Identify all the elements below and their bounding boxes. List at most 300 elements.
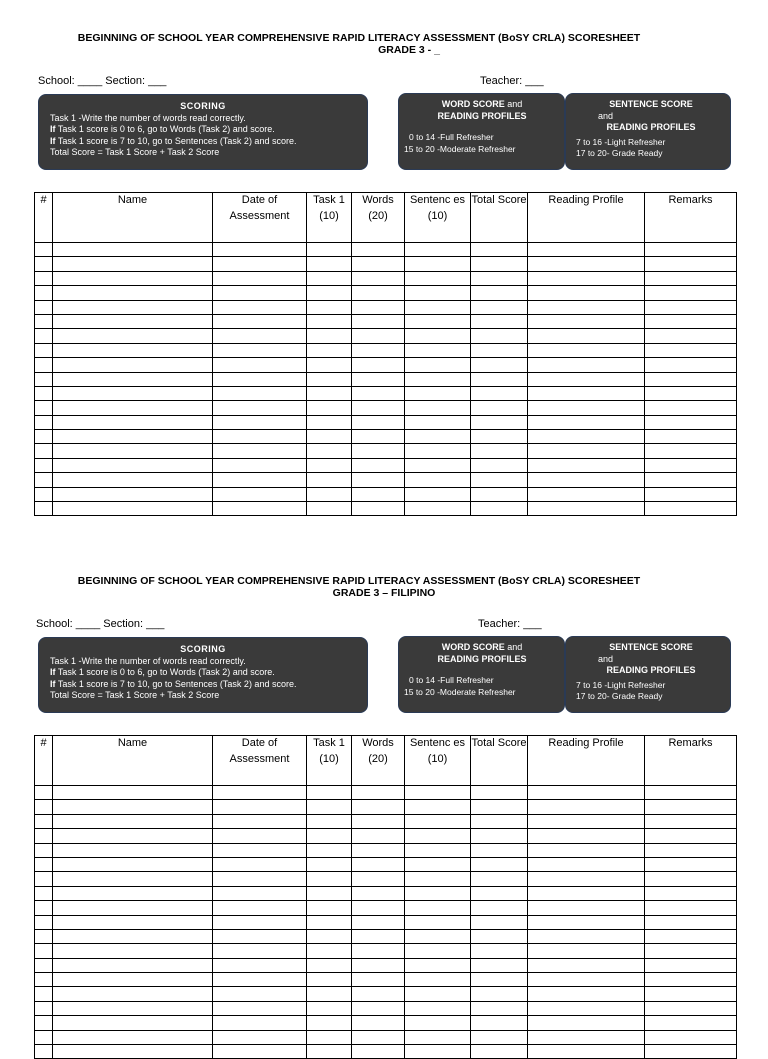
table-cell[interactable] — [471, 1030, 528, 1044]
table-cell[interactable] — [53, 814, 213, 828]
table-cell[interactable] — [352, 814, 405, 828]
table-cell[interactable] — [645, 401, 737, 415]
table-cell[interactable] — [352, 358, 405, 372]
table-cell[interactable] — [307, 944, 352, 958]
table-cell[interactable] — [307, 444, 352, 458]
table-cell[interactable] — [528, 929, 645, 943]
table-cell[interactable] — [405, 814, 471, 828]
table-cell[interactable] — [53, 973, 213, 987]
table-cell[interactable] — [528, 358, 645, 372]
table-cell[interactable] — [352, 386, 405, 400]
table-cell[interactable] — [471, 843, 528, 857]
table-cell[interactable] — [471, 415, 528, 429]
table-cell[interactable] — [528, 386, 645, 400]
table-cell[interactable] — [528, 243, 645, 257]
table-cell[interactable] — [528, 958, 645, 972]
table-cell[interactable] — [213, 915, 307, 929]
table-cell[interactable] — [53, 987, 213, 1001]
table-cell[interactable] — [53, 329, 213, 343]
table-cell[interactable] — [528, 430, 645, 444]
table-cell[interactable] — [352, 502, 405, 516]
table-cell[interactable] — [53, 944, 213, 958]
table-cell[interactable] — [645, 243, 737, 257]
table-cell[interactable] — [213, 430, 307, 444]
table-cell[interactable] — [213, 458, 307, 472]
table-cell[interactable] — [307, 786, 352, 800]
table-cell[interactable] — [53, 502, 213, 516]
table-cell[interactable] — [352, 487, 405, 501]
table-cell[interactable] — [35, 872, 53, 886]
table-cell[interactable] — [352, 415, 405, 429]
table-cell[interactable] — [307, 343, 352, 357]
table-cell[interactable] — [471, 987, 528, 1001]
table-cell[interactable] — [307, 372, 352, 386]
table-cell[interactable] — [35, 901, 53, 915]
table-cell[interactable] — [405, 1030, 471, 1044]
table-cell[interactable] — [35, 800, 53, 814]
table-cell[interactable] — [528, 786, 645, 800]
table-cell[interactable] — [53, 1016, 213, 1030]
table-cell[interactable] — [307, 487, 352, 501]
table-cell[interactable] — [213, 415, 307, 429]
table-cell[interactable] — [352, 857, 405, 871]
table-cell[interactable] — [352, 786, 405, 800]
table-cell[interactable] — [352, 929, 405, 943]
table-cell[interactable] — [35, 1045, 53, 1059]
table-cell[interactable] — [645, 314, 737, 328]
table-cell[interactable] — [213, 372, 307, 386]
table-cell[interactable] — [528, 987, 645, 1001]
table-cell[interactable] — [645, 444, 737, 458]
table-cell[interactable] — [405, 929, 471, 943]
table-cell[interactable] — [471, 473, 528, 487]
table-cell[interactable] — [405, 473, 471, 487]
table-cell[interactable] — [405, 243, 471, 257]
table-cell[interactable] — [53, 843, 213, 857]
table-cell[interactable] — [528, 829, 645, 843]
table-cell[interactable] — [405, 843, 471, 857]
table-cell[interactable] — [645, 1016, 737, 1030]
table-cell[interactable] — [53, 829, 213, 843]
table-cell[interactable] — [352, 958, 405, 972]
table-cell[interactable] — [528, 973, 645, 987]
table-cell[interactable] — [528, 286, 645, 300]
table-cell[interactable] — [213, 958, 307, 972]
table-cell[interactable] — [471, 243, 528, 257]
table-cell[interactable] — [307, 257, 352, 271]
table-cell[interactable] — [35, 915, 53, 929]
table-cell[interactable] — [352, 800, 405, 814]
table-cell[interactable] — [471, 829, 528, 843]
table-cell[interactable] — [645, 473, 737, 487]
table-cell[interactable] — [645, 800, 737, 814]
table-cell[interactable] — [471, 800, 528, 814]
table-cell[interactable] — [471, 300, 528, 314]
table-cell[interactable] — [307, 857, 352, 871]
table-cell[interactable] — [53, 901, 213, 915]
table-cell[interactable] — [405, 300, 471, 314]
table-cell[interactable] — [352, 257, 405, 271]
table-cell[interactable] — [645, 886, 737, 900]
table-cell[interactable] — [471, 915, 528, 929]
table-cell[interactable] — [405, 458, 471, 472]
table-cell[interactable] — [405, 987, 471, 1001]
table-cell[interactable] — [53, 372, 213, 386]
table-cell[interactable] — [307, 314, 352, 328]
table-cell[interactable] — [53, 487, 213, 501]
table-cell[interactable] — [53, 1030, 213, 1044]
table-cell[interactable] — [53, 430, 213, 444]
table-cell[interactable] — [213, 901, 307, 915]
table-cell[interactable] — [471, 358, 528, 372]
table-cell[interactable] — [471, 973, 528, 987]
table-cell[interactable] — [213, 814, 307, 828]
table-cell[interactable] — [352, 872, 405, 886]
table-cell[interactable] — [471, 458, 528, 472]
table-cell[interactable] — [405, 857, 471, 871]
table-cell[interactable] — [471, 929, 528, 943]
table-cell[interactable] — [528, 857, 645, 871]
table-cell[interactable] — [213, 786, 307, 800]
table-cell[interactable] — [35, 987, 53, 1001]
table-cell[interactable] — [213, 800, 307, 814]
table-cell[interactable] — [645, 358, 737, 372]
table-cell[interactable] — [528, 444, 645, 458]
table-cell[interactable] — [405, 1016, 471, 1030]
table-cell[interactable] — [405, 901, 471, 915]
table-cell[interactable] — [645, 915, 737, 929]
table-cell[interactable] — [405, 444, 471, 458]
table-cell[interactable] — [471, 958, 528, 972]
table-cell[interactable] — [35, 786, 53, 800]
table-cell[interactable] — [528, 872, 645, 886]
table-cell[interactable] — [307, 1016, 352, 1030]
table-cell[interactable] — [405, 314, 471, 328]
table-cell[interactable] — [645, 786, 737, 800]
table-cell[interactable] — [53, 915, 213, 929]
table-cell[interactable] — [35, 973, 53, 987]
table-cell[interactable] — [471, 814, 528, 828]
table-cell[interactable] — [307, 843, 352, 857]
table-cell[interactable] — [352, 987, 405, 1001]
table-cell[interactable] — [528, 343, 645, 357]
table-cell[interactable] — [405, 886, 471, 900]
table-cell[interactable] — [405, 829, 471, 843]
table-cell[interactable] — [53, 243, 213, 257]
table-cell[interactable] — [528, 300, 645, 314]
table-cell[interactable] — [528, 915, 645, 929]
table-cell[interactable] — [307, 929, 352, 943]
table-cell[interactable] — [405, 944, 471, 958]
table-cell[interactable] — [307, 415, 352, 429]
table-cell[interactable] — [307, 886, 352, 900]
table-cell[interactable] — [645, 257, 737, 271]
table-cell[interactable] — [35, 1030, 53, 1044]
table-cell[interactable] — [35, 358, 53, 372]
table-cell[interactable] — [213, 829, 307, 843]
table-cell[interactable] — [405, 271, 471, 285]
table-cell[interactable] — [307, 358, 352, 372]
table-cell[interactable] — [307, 1045, 352, 1059]
table-cell[interactable] — [213, 872, 307, 886]
table-cell[interactable] — [53, 473, 213, 487]
table-cell[interactable] — [213, 929, 307, 943]
table-cell[interactable] — [213, 257, 307, 271]
table-cell[interactable] — [352, 314, 405, 328]
table-cell[interactable] — [528, 458, 645, 472]
table-cell[interactable] — [528, 814, 645, 828]
table-cell[interactable] — [352, 430, 405, 444]
table-cell[interactable] — [307, 829, 352, 843]
table-cell[interactable] — [53, 314, 213, 328]
table-cell[interactable] — [645, 487, 737, 501]
table-cell[interactable] — [307, 243, 352, 257]
table-cell[interactable] — [405, 415, 471, 429]
table-cell[interactable] — [53, 271, 213, 285]
table-cell[interactable] — [471, 901, 528, 915]
table-cell[interactable] — [53, 286, 213, 300]
table-cell[interactable] — [213, 886, 307, 900]
table-cell[interactable] — [471, 286, 528, 300]
table-cell[interactable] — [35, 314, 53, 328]
table-cell[interactable] — [352, 973, 405, 987]
table-cell[interactable] — [53, 257, 213, 271]
table-cell[interactable] — [307, 915, 352, 929]
table-cell[interactable] — [528, 843, 645, 857]
table-cell[interactable] — [213, 473, 307, 487]
table-cell[interactable] — [213, 1030, 307, 1044]
table-cell[interactable] — [645, 973, 737, 987]
table-cell[interactable] — [471, 271, 528, 285]
table-cell[interactable] — [53, 929, 213, 943]
table-cell[interactable] — [53, 358, 213, 372]
table-cell[interactable] — [307, 401, 352, 415]
table-cell[interactable] — [307, 1030, 352, 1044]
table-cell[interactable] — [471, 329, 528, 343]
table-cell[interactable] — [352, 915, 405, 929]
table-cell[interactable] — [645, 857, 737, 871]
table-cell[interactable] — [352, 1016, 405, 1030]
table-cell[interactable] — [307, 458, 352, 472]
table-cell[interactable] — [528, 1001, 645, 1015]
table-cell[interactable] — [528, 372, 645, 386]
table-cell[interactable] — [213, 487, 307, 501]
table-cell[interactable] — [35, 814, 53, 828]
table-cell[interactable] — [352, 372, 405, 386]
table-cell[interactable] — [35, 444, 53, 458]
table-cell[interactable] — [35, 929, 53, 943]
table-cell[interactable] — [35, 257, 53, 271]
table-cell[interactable] — [35, 829, 53, 843]
table-cell[interactable] — [405, 257, 471, 271]
table-cell[interactable] — [645, 872, 737, 886]
table-cell[interactable] — [405, 915, 471, 929]
table-cell[interactable] — [307, 329, 352, 343]
table-cell[interactable] — [528, 329, 645, 343]
table-cell[interactable] — [528, 415, 645, 429]
table-cell[interactable] — [53, 343, 213, 357]
table-cell[interactable] — [35, 271, 53, 285]
table-cell[interactable] — [53, 1045, 213, 1059]
table-cell[interactable] — [405, 502, 471, 516]
table-cell[interactable] — [35, 386, 53, 400]
table-cell[interactable] — [53, 800, 213, 814]
table-cell[interactable] — [528, 800, 645, 814]
table-cell[interactable] — [352, 271, 405, 285]
table-cell[interactable] — [405, 786, 471, 800]
table-cell[interactable] — [213, 1016, 307, 1030]
table-cell[interactable] — [405, 286, 471, 300]
table-cell[interactable] — [35, 843, 53, 857]
table-cell[interactable] — [53, 886, 213, 900]
table-cell[interactable] — [352, 829, 405, 843]
table-cell[interactable] — [35, 372, 53, 386]
table-cell[interactable] — [53, 415, 213, 429]
table-cell[interactable] — [645, 386, 737, 400]
table-cell[interactable] — [307, 958, 352, 972]
table-cell[interactable] — [35, 286, 53, 300]
table-cell[interactable] — [307, 1001, 352, 1015]
table-cell[interactable] — [352, 329, 405, 343]
table-cell[interactable] — [352, 944, 405, 958]
table-cell[interactable] — [471, 1045, 528, 1059]
table-cell[interactable] — [528, 901, 645, 915]
table-cell[interactable] — [528, 944, 645, 958]
table-cell[interactable] — [53, 872, 213, 886]
table-cell[interactable] — [35, 343, 53, 357]
table-cell[interactable] — [471, 944, 528, 958]
table-cell[interactable] — [35, 430, 53, 444]
table-cell[interactable] — [213, 243, 307, 257]
table-cell[interactable] — [528, 314, 645, 328]
table-cell[interactable] — [471, 386, 528, 400]
table-cell[interactable] — [307, 502, 352, 516]
table-cell[interactable] — [53, 401, 213, 415]
table-cell[interactable] — [645, 944, 737, 958]
table-cell[interactable] — [352, 843, 405, 857]
table-cell[interactable] — [352, 1001, 405, 1015]
table-cell[interactable] — [35, 857, 53, 871]
table-cell[interactable] — [471, 886, 528, 900]
table-cell[interactable] — [405, 430, 471, 444]
table-cell[interactable] — [352, 886, 405, 900]
table-cell[interactable] — [471, 1016, 528, 1030]
table-cell[interactable] — [53, 786, 213, 800]
table-cell[interactable] — [213, 857, 307, 871]
table-cell[interactable] — [471, 857, 528, 871]
table-cell[interactable] — [213, 358, 307, 372]
table-cell[interactable] — [307, 473, 352, 487]
table-cell[interactable] — [307, 430, 352, 444]
table-cell[interactable] — [645, 286, 737, 300]
table-cell[interactable] — [307, 872, 352, 886]
table-cell[interactable] — [352, 444, 405, 458]
table-cell[interactable] — [35, 300, 53, 314]
table-cell[interactable] — [307, 973, 352, 987]
table-cell[interactable] — [645, 372, 737, 386]
table-cell[interactable] — [53, 444, 213, 458]
table-cell[interactable] — [213, 271, 307, 285]
table-cell[interactable] — [645, 271, 737, 285]
table-cell[interactable] — [405, 386, 471, 400]
table-cell[interactable] — [53, 857, 213, 871]
table-cell[interactable] — [307, 300, 352, 314]
table-cell[interactable] — [405, 1001, 471, 1015]
table-cell[interactable] — [528, 473, 645, 487]
table-cell[interactable] — [405, 401, 471, 415]
table-cell[interactable] — [53, 1001, 213, 1015]
table-cell[interactable] — [213, 987, 307, 1001]
table-cell[interactable] — [213, 343, 307, 357]
table-cell[interactable] — [213, 401, 307, 415]
table-cell[interactable] — [528, 271, 645, 285]
table-cell[interactable] — [528, 502, 645, 516]
table-cell[interactable] — [307, 800, 352, 814]
table-cell[interactable] — [471, 786, 528, 800]
table-cell[interactable] — [352, 300, 405, 314]
table-cell[interactable] — [35, 1001, 53, 1015]
table-cell[interactable] — [645, 415, 737, 429]
table-cell[interactable] — [645, 458, 737, 472]
table-cell[interactable] — [645, 987, 737, 1001]
table-cell[interactable] — [528, 1016, 645, 1030]
table-cell[interactable] — [35, 502, 53, 516]
table-cell[interactable] — [213, 444, 307, 458]
table-cell[interactable] — [405, 372, 471, 386]
table-cell[interactable] — [35, 944, 53, 958]
table-cell[interactable] — [471, 1001, 528, 1015]
table-cell[interactable] — [645, 1030, 737, 1044]
table-cell[interactable] — [213, 286, 307, 300]
table-cell[interactable] — [35, 329, 53, 343]
table-cell[interactable] — [405, 800, 471, 814]
table-cell[interactable] — [645, 901, 737, 915]
table-cell[interactable] — [307, 901, 352, 915]
table-cell[interactable] — [645, 958, 737, 972]
table-cell[interactable] — [645, 329, 737, 343]
table-cell[interactable] — [352, 901, 405, 915]
table-cell[interactable] — [352, 401, 405, 415]
table-cell[interactable] — [53, 386, 213, 400]
table-cell[interactable] — [645, 430, 737, 444]
table-cell[interactable] — [213, 1045, 307, 1059]
table-cell[interactable] — [645, 829, 737, 843]
table-cell[interactable] — [471, 314, 528, 328]
table-cell[interactable] — [35, 473, 53, 487]
table-cell[interactable] — [352, 286, 405, 300]
table-cell[interactable] — [307, 271, 352, 285]
table-cell[interactable] — [645, 814, 737, 828]
table-cell[interactable] — [213, 502, 307, 516]
table-cell[interactable] — [53, 458, 213, 472]
table-cell[interactable] — [405, 487, 471, 501]
table-cell[interactable] — [471, 872, 528, 886]
table-cell[interactable] — [35, 243, 53, 257]
table-cell[interactable] — [405, 329, 471, 343]
table-cell[interactable] — [352, 1030, 405, 1044]
table-cell[interactable] — [35, 1016, 53, 1030]
table-cell[interactable] — [53, 300, 213, 314]
table-cell[interactable] — [35, 401, 53, 415]
table-cell[interactable] — [405, 343, 471, 357]
table-cell[interactable] — [405, 358, 471, 372]
table-cell[interactable] — [528, 401, 645, 415]
table-cell[interactable] — [528, 1030, 645, 1044]
table-cell[interactable] — [307, 386, 352, 400]
table-cell[interactable] — [471, 430, 528, 444]
table-cell[interactable] — [645, 300, 737, 314]
table-cell[interactable] — [645, 843, 737, 857]
